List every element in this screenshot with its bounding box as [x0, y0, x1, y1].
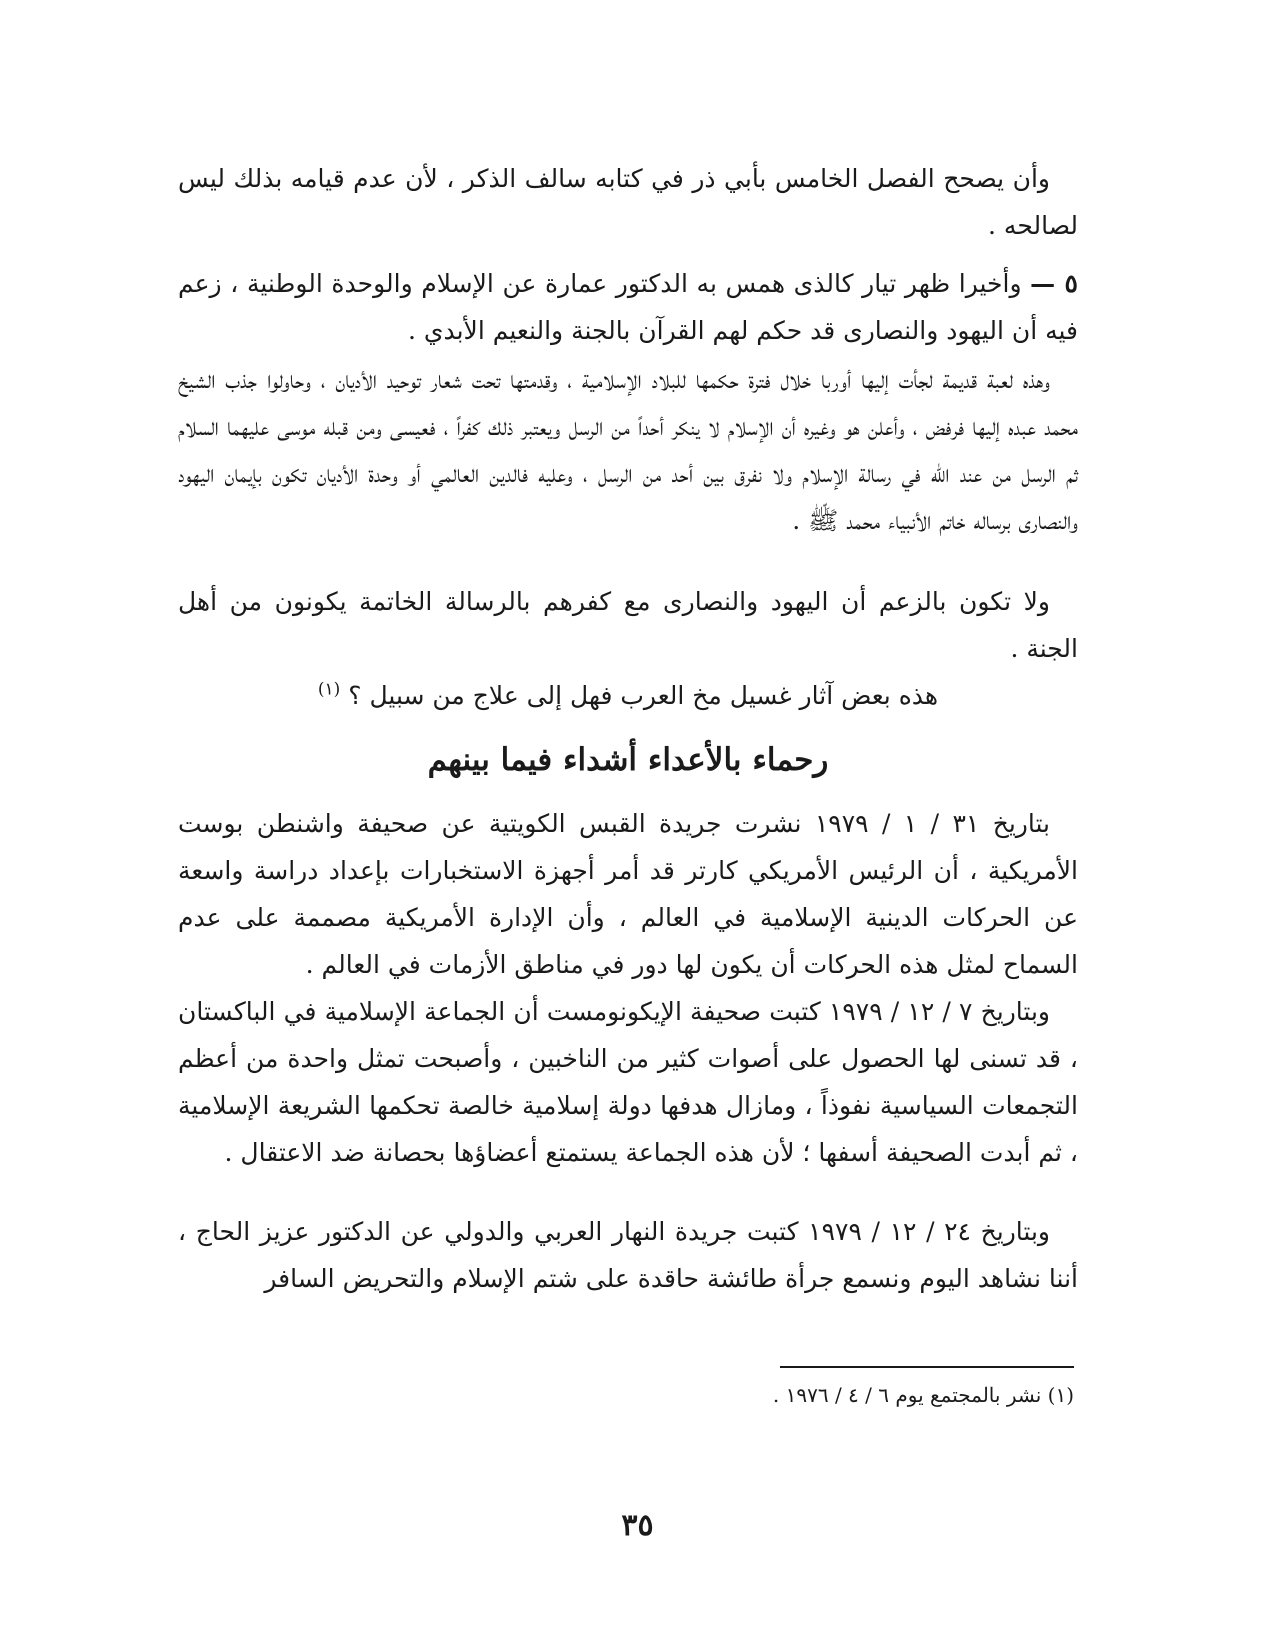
paragraph-text: وبتاريخ ٧ / ١٢ / ١٩٧٩ كتبت صحيفة الإيكونومست أن الجماعة الإسلامية في الباكستان ، قد تسنى لها الحصول على أصوات كثير من الناخبين ، وأصبحت تمثل واحدة من أعظم التجمعات السياسية نفوذاً ، ومازال هدفها دولة إسلامية خالصة تحكمها الشريعة الإسلامية ، ثم أبدت الصحيفة أسفها ؛ لأن هذه الجماعة يستمتع أعضاؤها بحصانة ضد الاعتقال . — [178, 997, 1078, 1167]
paragraph-text: وأخيرا ظهر تيار كالذى همس به الدكتور عمارة عن الإسلام والوحدة الوطنية ، زعم فيه أن اليهود والنصارى قد حكم لهم القرآن بالجنة والنعيم الأبدي . — [178, 269, 1078, 345]
paragraph-text: وهذه لعبة قديمة لجأت إليها أوربا خلال فترة حكمها للبلاد الإسلامية ، وقدمتها تحت شعار توحيد الأديان ، وحاولوا جذب الشيخ محمد عبده إليها فرفض ، وأعلن هو وغيره أن الإسلام لا ينكر أحداً من الرسل ويعتبر ذلك كفراً ، فعيسى ومن قبله موسى عليهما السلام ثم الرسل من عند الله في رسالة الإسلام ولا نفرق بين أحد من الرسل ، وعليه فالدين العالمي أو وحدة الأديان تكون بإيمان اليهود والنصارى برساله خاتم الأنبياء محمد ﷺ . — [178, 365, 1078, 535]
section-heading — [178, 734, 1078, 786]
paragraph-text: هذه بعض آثار غسيل مخ العرب فهل إلى علاج من سبيل ؟ — [348, 681, 939, 710]
paragraph-text: وأن يصحح الفصل الخامس بأبي ذر في كتابه سالف الذكر ، لأن عدم قيامه بذلك ليس لصالحه . — [178, 164, 1078, 240]
footnote: (١) نشر بالمجتمع يوم ٦ / ٤ / ١٩٧٦ . — [772, 1383, 1074, 1407]
paragraph-7 — [178, 988, 1078, 1176]
paragraph-1 — [178, 155, 1078, 249]
footnote-divider — [780, 1366, 1074, 1368]
paragraph-3 — [178, 356, 1078, 544]
paragraph-2 — [178, 260, 1078, 354]
paragraph-text: ولا تكون بالزعم أن اليهود والنصارى مع كفرهم بالرسالة الخاتمة يكونون من أهل الجنة . — [178, 587, 1078, 663]
paragraph-6 — [178, 800, 1078, 988]
paragraph-text: وبتاريخ ٢٤ / ١٢ / ١٩٧٩ كتبت جريدة النهار العربي والدولي عن الدكتور عزيز الحاج ، أننا نشاهد اليوم ونسمع جرأة طائشة حاقدة على شتم الإسلام والتحريض السافر — [178, 1217, 1078, 1293]
item-number: ٥ — — [1030, 269, 1078, 298]
paragraph-5 — [178, 672, 1078, 719]
footnote-reference: (١) — [317, 679, 341, 700]
paragraph-4 — [178, 578, 1078, 672]
paragraph-8 — [178, 1208, 1078, 1302]
page-number: ٣٥ — [621, 1508, 654, 1543]
section-heading-text: رحماء بالأعداء أشداء فيما بينهم — [427, 742, 829, 778]
paragraph-text: بتاريخ ٣١ / ١ / ١٩٧٩ نشرت جريدة القبس الكويتية عن صحيفة واشنطن بوست الأمريكية ، أن الرئيس الأمريكي كارتر قد أمر أجهزة الاستخبارات بإعداد دراسة واسعة عن الحركات الدينية الإسلامية في العالم ، وأن الإدارة الأمريكية مصممة على عدم السماح لمثل هذه الحركات أن يكون لها دور في مناطق الأزمات في العالم . — [178, 809, 1078, 979]
